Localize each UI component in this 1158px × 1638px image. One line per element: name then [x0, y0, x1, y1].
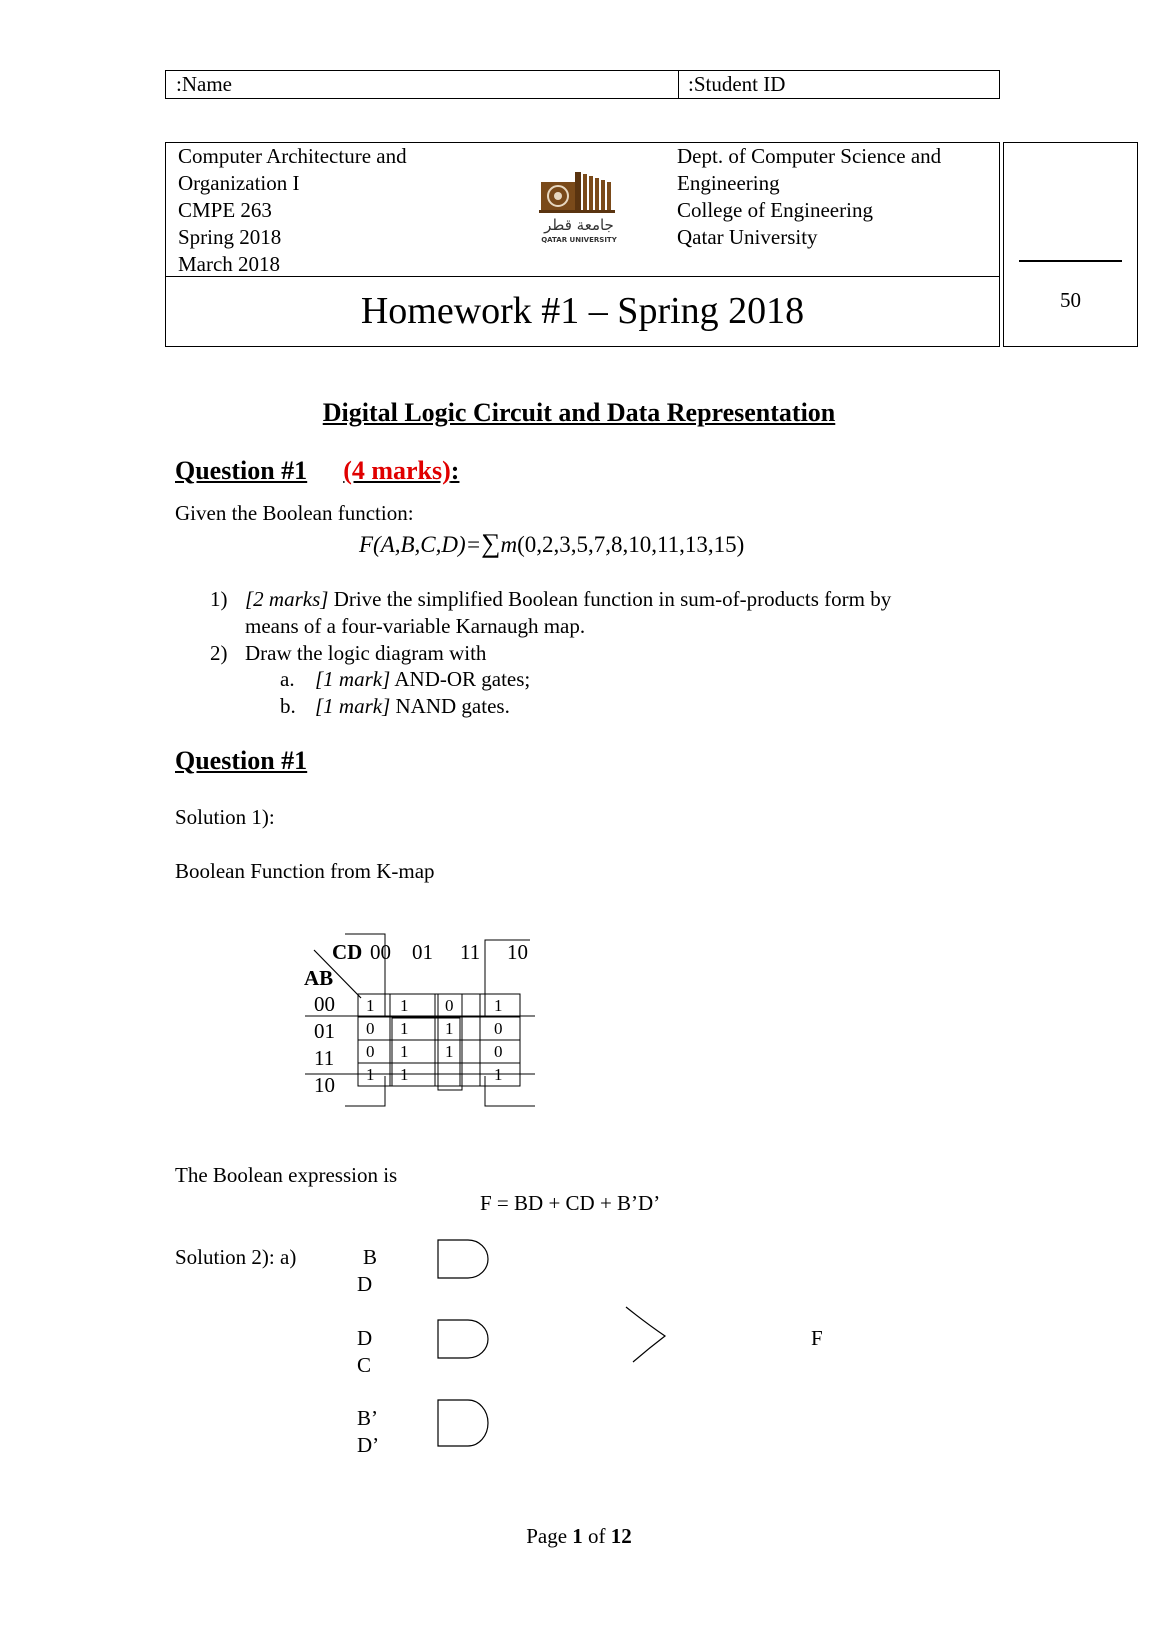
- dept-info: [677, 143, 941, 251]
- kmap-cell: 1: [400, 996, 409, 1015]
- score-box: [1003, 142, 1138, 347]
- kmap-col-label: 10: [507, 940, 528, 964]
- logo-arabic-text: جامعة قطر: [544, 216, 614, 234]
- total-marks: 50: [1060, 288, 1081, 312]
- course-line: March 2018: [178, 252, 281, 276]
- course-line: CMPE 263: [178, 198, 272, 222]
- dept-line: Qatar University: [677, 225, 818, 249]
- kmap-cell: 1: [366, 1065, 375, 1084]
- item-marks: [2 marks]: [245, 587, 329, 611]
- dept-line: College of Engineering: [677, 198, 873, 222]
- course-line: Organization I: [178, 171, 300, 195]
- page-word: Page: [526, 1524, 573, 1548]
- subitem: [315, 666, 530, 693]
- gate-input-label: C: [357, 1353, 372, 1377]
- subitem-letter: b.: [280, 694, 296, 718]
- dept-line: Dept. of Computer Science and: [677, 144, 942, 168]
- karnaugh-map: [290, 930, 550, 1120]
- boolean-function-formula: [359, 528, 744, 559]
- and-gate-icon: [438, 1240, 488, 1278]
- question-heading: [175, 456, 459, 486]
- kmap-cell: 1: [494, 996, 503, 1015]
- kmap-cell: 0: [494, 1042, 503, 1061]
- question-marks: (4 marks): [343, 456, 451, 485]
- logic-diagram: [420, 1235, 680, 1455]
- gate-input-label: D: [357, 1326, 373, 1350]
- output-label: F: [811, 1326, 823, 1350]
- item-number: 1): [210, 587, 228, 611]
- course-line: Computer Architecture and: [178, 144, 407, 168]
- page-number: 1: [572, 1524, 583, 1548]
- item-text: Drive the simplified Boolean function in sum-of-products form by: [328, 587, 892, 611]
- gate-input-label: B: [363, 1245, 378, 1269]
- kmap-cell: 1: [445, 1042, 454, 1061]
- subitem-text: NAND gates.: [390, 694, 510, 718]
- qatar-university-logo: [531, 170, 627, 246]
- kmap-cell: 1: [445, 1019, 454, 1038]
- kmap-row-label: 11: [314, 1046, 335, 1070]
- kmap-cell: 0: [494, 1019, 503, 1038]
- kmap-cell: 1: [494, 1065, 503, 1084]
- solution-2-label: Solution 2): a): [175, 1245, 297, 1269]
- formula-lhs: F(A,B,C,D)=: [359, 532, 482, 557]
- kmap-row-label: 10: [314, 1073, 335, 1097]
- name-label: :Name: [176, 72, 232, 96]
- kmap-cell: 0: [445, 996, 454, 1015]
- of-word: of: [582, 1524, 611, 1548]
- solution-1-label: Solution 1):: [175, 805, 275, 829]
- sigma-symbol: ∑: [481, 528, 501, 558]
- given-text: Given the Boolean function:: [175, 501, 414, 525]
- subitem-text: AND-OR gates;: [390, 667, 531, 691]
- subitem-letter: a.: [280, 667, 295, 691]
- question-label: Question #1: [175, 456, 308, 485]
- kmap-col-label: 11: [460, 940, 481, 964]
- kmap-row-var: AB: [304, 966, 334, 990]
- section-title: Digital Logic Circuit and Data Representation: [322, 398, 836, 427]
- kmap-cell: 1: [366, 996, 375, 1015]
- gate-input-label: D’: [357, 1433, 380, 1457]
- formula-m: m: [500, 532, 518, 557]
- boolean-expression: F = BD + CD + B’D’: [480, 1191, 661, 1215]
- list-item: Draw the logic diagram with: [245, 641, 487, 665]
- answer-heading: [175, 746, 343, 776]
- course-line: Spring 2018: [178, 225, 282, 249]
- formula-args: (0,2,3,5,7,8,10,11,13,15): [517, 532, 745, 557]
- course-info: [178, 143, 407, 278]
- kmap-row-label: 01: [314, 1019, 335, 1043]
- expression-intro: The Boolean expression is: [175, 1163, 398, 1187]
- homework-title: Homework #1 – Spring 2018: [360, 290, 805, 332]
- kmap-col-label: 01: [412, 940, 433, 964]
- answer-heading-label: Question #1: [175, 746, 308, 775]
- logo-english-text: QATAR UNIVERSITY: [541, 236, 617, 244]
- kmap-cell: 0: [366, 1019, 375, 1038]
- and-gate-icon: [438, 1400, 488, 1446]
- kmap-cell: 1: [400, 1042, 409, 1061]
- score-line: [1019, 260, 1122, 262]
- subitem-marks: [1 mark]: [315, 667, 391, 691]
- question-colon: :: [450, 456, 460, 485]
- gate-input-label: B’: [357, 1406, 378, 1430]
- kmap-cell: 1: [400, 1019, 409, 1038]
- kmap-col-label: 00: [370, 940, 391, 964]
- logo-icon: [531, 170, 627, 246]
- kmap-cell: 1: [400, 1065, 409, 1084]
- kmap-caption: Boolean Function from K-map: [175, 859, 435, 883]
- gate-input-label: D: [357, 1272, 373, 1296]
- student-id-label: :Student ID: [688, 72, 786, 96]
- list-item: [245, 586, 891, 613]
- dept-line: Engineering: [677, 171, 780, 195]
- page-total: 12: [610, 1524, 632, 1548]
- item-continuation: means of a four-variable Karnaugh map.: [245, 614, 586, 638]
- kmap-col-var: CD: [332, 940, 363, 964]
- page-footer: [0, 1523, 1158, 1550]
- or-gate-icon: [626, 1307, 665, 1362]
- and-gate-icon: [438, 1320, 488, 1358]
- kmap-cell: 0: [366, 1042, 375, 1061]
- item-number: 2): [210, 641, 228, 665]
- subitem-marks: [1 mark]: [315, 694, 391, 718]
- subitem: [315, 693, 510, 720]
- student-info-bar: [165, 70, 1000, 99]
- kmap-row-label: 00: [314, 992, 335, 1016]
